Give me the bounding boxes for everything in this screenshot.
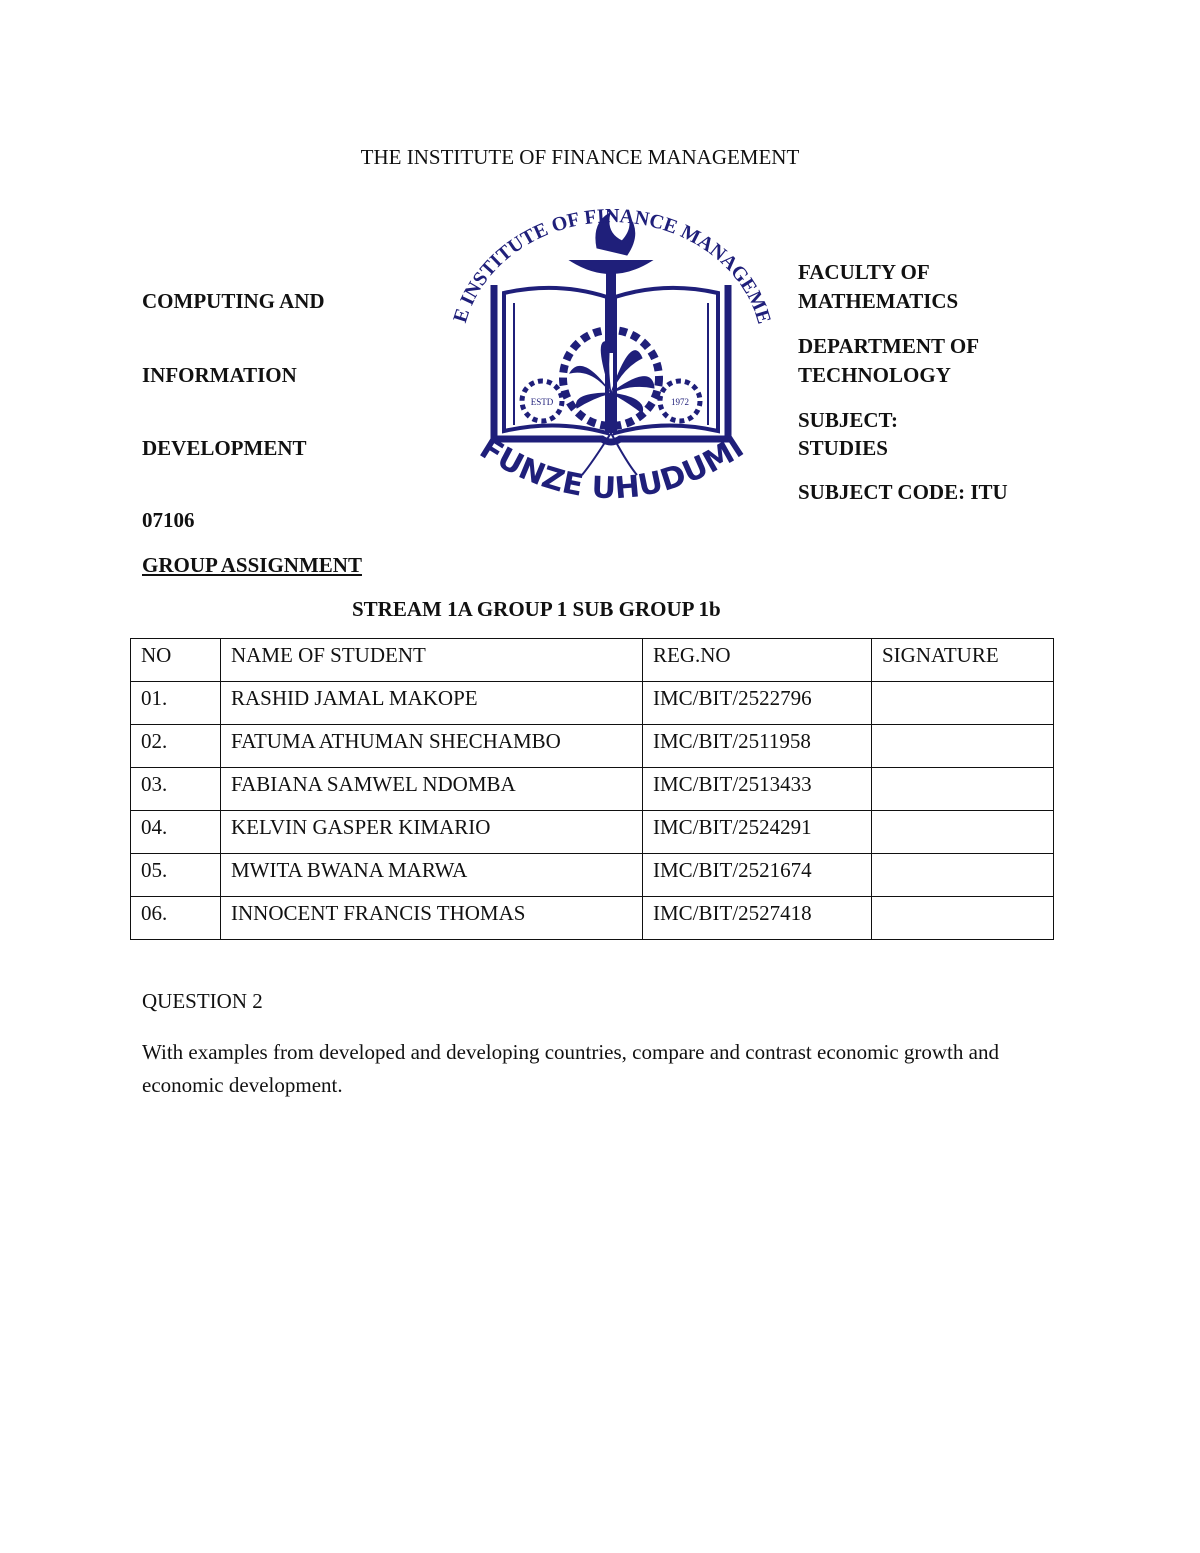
logo-graphic — [442, 193, 780, 525]
institute-logo — [442, 193, 780, 525]
subject-code: SUBJECT CODE: ITU — [798, 480, 1008, 504]
header-signature: SIGNATURE — [872, 639, 1054, 682]
cell-name: RASHID JAMAL MAKOPE — [221, 682, 643, 725]
cell-signature — [872, 897, 1054, 940]
left-line-information: INFORMATION — [142, 363, 297, 387]
cell-name: FATUMA ATHUMAN SHECHAMBO — [221, 725, 643, 768]
cell-regno: IMC/BIT/2527418 — [643, 897, 872, 940]
department-line1: DEPARTMENT OF — [798, 334, 980, 358]
table-header-row — [131, 639, 1054, 682]
cell-signature — [872, 854, 1054, 897]
cell-signature — [872, 682, 1054, 725]
cell-name: MWITA BWANA MARWA — [221, 854, 643, 897]
cell-no: 05. — [131, 854, 221, 897]
cell-no: 03. — [131, 768, 221, 811]
faculty-line1: FACULTY OF — [798, 260, 930, 284]
table-row — [131, 725, 1054, 768]
left-line-development: DEVELOPMENT — [142, 436, 307, 460]
logo-year: 1972 — [671, 397, 689, 407]
cell-signature — [872, 811, 1054, 854]
cell-no: 04. — [131, 811, 221, 854]
cell-regno: IMC/BIT/2511958 — [643, 725, 872, 768]
header-regno: REG.NO — [643, 639, 872, 682]
cell-regno: IMC/BIT/2524291 — [643, 811, 872, 854]
cell-regno: IMC/BIT/2522796 — [643, 682, 872, 725]
cell-name: INNOCENT FRANCIS THOMAS — [221, 897, 643, 940]
question-text: With examples from developed and developing countries, compare and contrast economic growth and economic development. — [142, 1040, 999, 1097]
logo-motto: FUNZE UHUDUMI — [473, 429, 751, 507]
cell-no: 02. — [131, 725, 221, 768]
department-line2: TECHNOLOGY — [798, 363, 951, 387]
page-title: THE INSTITUTE OF FINANCE MANAGEMENT — [360, 145, 800, 169]
header-name: NAME OF STUDENT — [221, 639, 643, 682]
group-assignment-heading: GROUP ASSIGNMENT — [142, 553, 362, 577]
stream-heading: STREAM 1A GROUP 1 SUB GROUP 1b — [352, 597, 721, 621]
table-row — [131, 811, 1054, 854]
course-code: 07106 — [142, 508, 195, 532]
cell-regno: IMC/BIT/2513433 — [643, 768, 872, 811]
cell-signature — [872, 768, 1054, 811]
table-row — [131, 854, 1054, 897]
logo-estd-label: ESTD — [530, 397, 554, 407]
subject-line1: SUBJECT: — [798, 408, 898, 432]
cell-name: FABIANA SAMWEL NDOMBA — [221, 768, 643, 811]
table-row — [131, 897, 1054, 940]
students-table — [130, 638, 1054, 940]
cell-name: KELVIN GASPER KIMARIO — [221, 811, 643, 854]
logo-arc-text: E INSTITUTE OF FINANCE MANAGEME — [449, 205, 776, 327]
cell-no: 06. — [131, 897, 221, 940]
table-row — [131, 682, 1054, 725]
subject-line2: STUDIES — [798, 436, 888, 460]
left-line-computing: COMPUTING AND — [142, 289, 325, 313]
faculty-line2: MATHEMATICS — [798, 289, 959, 313]
question-label: QUESTION 2 — [142, 989, 263, 1013]
cell-regno: IMC/BIT/2521674 — [643, 854, 872, 897]
header-no: NO — [131, 639, 221, 682]
cell-signature — [872, 725, 1054, 768]
table-row — [131, 768, 1054, 811]
cell-no: 01. — [131, 682, 221, 725]
